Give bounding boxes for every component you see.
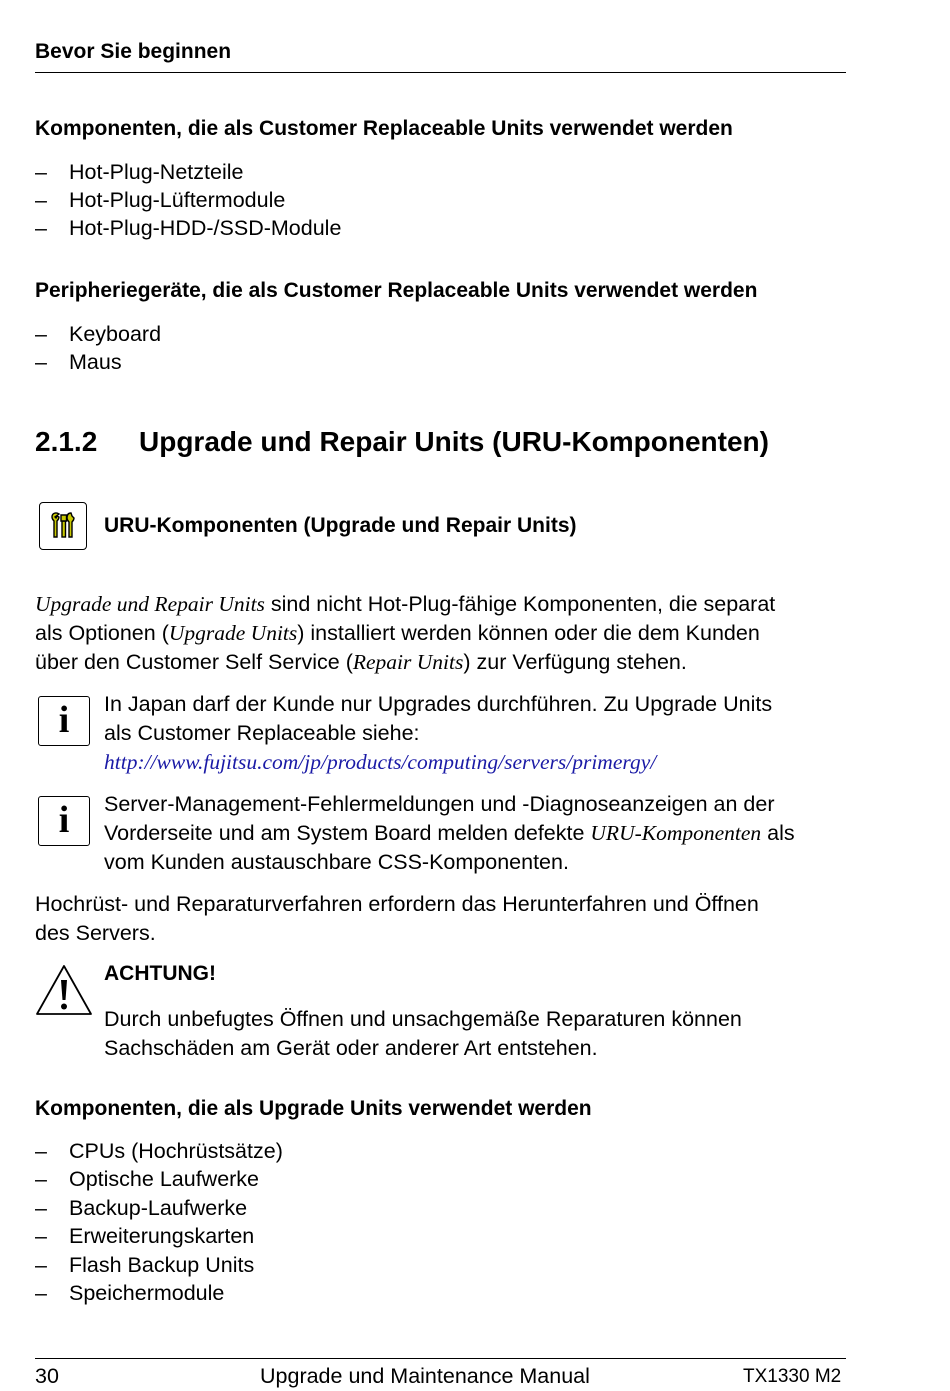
list-item-text: CPUs (Hochrüstsätze) (69, 1139, 283, 1163)
intro-line-3 (35, 648, 687, 677)
list-dash: – (35, 216, 47, 240)
note2-text: als (761, 821, 795, 845)
list-dash: – (35, 1281, 47, 1305)
intro-text: ) installiert werden können oder die dem Kunden (297, 621, 760, 645)
model-name: TX1330 M2 (743, 1366, 842, 1387)
crus-peripherals-heading: Peripheriegeräte, die als Customer Replaceable Units verwendet werden (35, 279, 758, 302)
page-number: 30 (35, 1364, 59, 1388)
list-dash: – (35, 1139, 47, 1163)
list-item-text: Maus (69, 350, 122, 374)
intro-text: als Optionen ( (35, 621, 169, 645)
section-title: Upgrade und Repair Units (URU-Komponenten) (139, 426, 769, 457)
list-item-text: Speichermodule (69, 1281, 225, 1305)
para2-line-2: des Servers. (35, 921, 156, 945)
footer-rule (35, 1358, 846, 1359)
intro-text: über den Customer Self Service ( (35, 650, 353, 674)
list-dash: – (35, 350, 47, 374)
intro-text: sind nicht Hot-Plug-fähige Komponenten, die separat (264, 592, 776, 616)
list-dash: – (35, 1224, 47, 1248)
note1-line-1: In Japan darf der Kunde nur Upgrades durchführen. Zu Upgrade Units (104, 692, 773, 716)
list-dash: – (35, 160, 47, 184)
note2-line-3: vom Kunden austauschbare CSS-Komponenten. (104, 850, 569, 874)
caution-line-1: Durch unbefugtes Öffnen und unsachgemäße Reparaturen können (104, 1007, 742, 1031)
list-item-text: Backup-Laufwerke (69, 1196, 248, 1220)
tools-icon (39, 502, 87, 550)
caution-title: ACHTUNG! (104, 962, 216, 985)
manual-title: Upgrade und Maintenance Manual (260, 1364, 590, 1388)
note2-text: Vorderseite und am System Board melden defekte (104, 821, 591, 845)
intro-line-2 (35, 619, 760, 648)
intro-italic: Upgrade Units (168, 621, 298, 645)
section-number: 2.1.2 (35, 426, 98, 457)
list-dash: – (35, 188, 47, 212)
crus-components-heading: Komponenten, die als Customer Replaceable Units verwendet werden (35, 117, 733, 140)
intro-italic: Repair Units (352, 650, 464, 674)
page-header-title: Bevor Sie beginnen (35, 40, 232, 63)
header-rule (35, 72, 846, 73)
list-dash: – (35, 1167, 47, 1191)
list-item-text: Flash Backup Units (69, 1253, 255, 1277)
list-dash: – (35, 1196, 47, 1220)
note1-line-2: als Customer Replaceable siehe: (104, 721, 420, 745)
note2-line-2 (104, 819, 795, 848)
upgrade-units-heading: Komponenten, die als Upgrade Units verwendet werden (35, 1097, 592, 1120)
info-icon: i (38, 796, 90, 846)
list-dash: – (35, 1253, 47, 1277)
list-item-text: Erweiterungskarten (69, 1224, 255, 1248)
uru-label: URU-Komponenten (Upgrade und Repair Units) (104, 514, 577, 537)
intro-line-1 (35, 590, 775, 619)
info-icon: i (38, 696, 90, 746)
list-item-text: Keyboard (69, 322, 162, 346)
note2-line-1: Server-Management-Fehlermeldungen und -Diagnoseanzeigen an der (104, 792, 775, 816)
intro-text: ) zur Verfügung stehen. (463, 650, 687, 674)
caution-line-2: Sachschäden am Gerät oder anderer Art entstehen. (104, 1036, 598, 1060)
list-dash: – (35, 322, 47, 346)
list-item-text: Hot-Plug-HDD-/SSD-Module (69, 216, 342, 240)
list-item-text: Hot-Plug-Netzteile (69, 160, 244, 184)
para2-line-1: Hochrüst- und Reparaturverfahren erfordern das Herunterfahren und Öffnen (35, 892, 759, 916)
intro-italic: Upgrade und Repair Units (35, 592, 265, 616)
note2-italic: URU-Komponenten (590, 821, 762, 845)
fujitsu-link[interactable]: http://www.fujitsu.com/jp/products/computing/servers/primergy/ (104, 750, 657, 774)
warning-triangle-icon (33, 962, 95, 1020)
list-item-text: Hot-Plug-Lüftermodule (69, 188, 286, 212)
list-item-text: Optische Laufwerke (69, 1167, 260, 1191)
